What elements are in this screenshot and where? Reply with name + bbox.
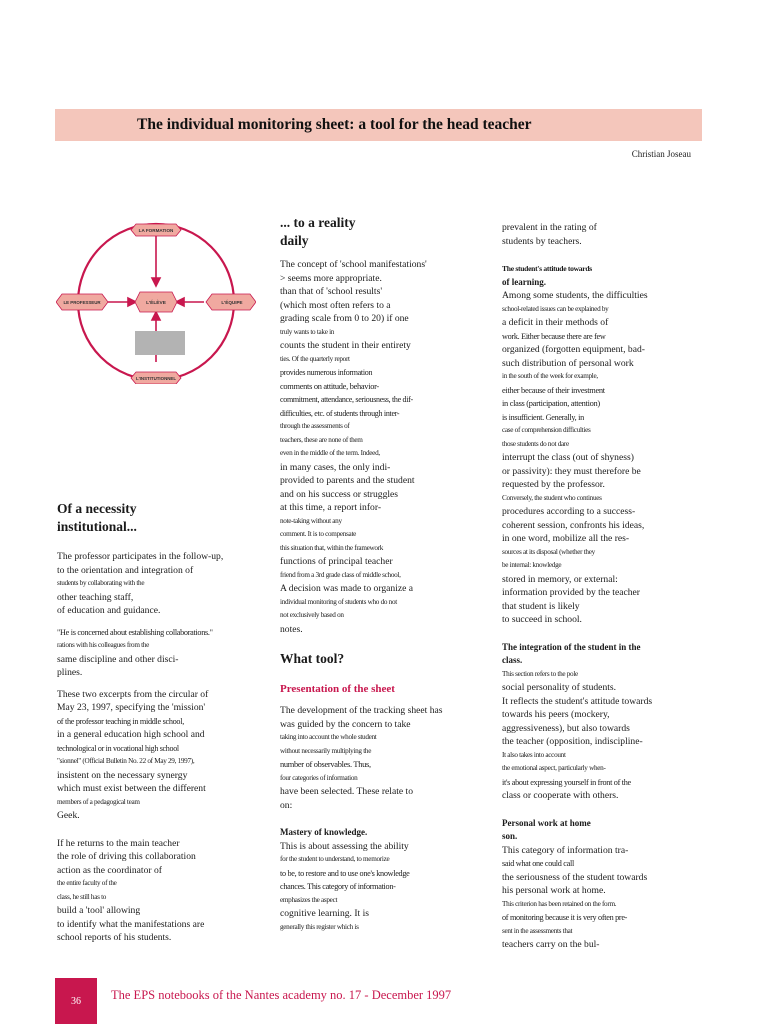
text-line: May 23, 1997, specifying the 'mission' bbox=[57, 702, 206, 713]
text-line: students by teachers. bbox=[502, 235, 582, 247]
text-line: teachers carry on the bul- bbox=[502, 939, 600, 950]
text-line: his personal work at home. bbox=[502, 885, 606, 896]
text-line: either because of their investment bbox=[502, 385, 605, 395]
title-band bbox=[55, 109, 702, 141]
text-line: the entire faculty of the bbox=[57, 879, 117, 887]
text-line: chances. This category of information- bbox=[280, 882, 396, 891]
section-heading-line1: ... to a reality bbox=[280, 215, 356, 230]
text-line: members of a pedagogical team bbox=[57, 797, 140, 806]
text-line: have been selected. These relate to bbox=[280, 786, 414, 797]
text-line: plines. bbox=[57, 667, 83, 678]
text-line: individual monitoring of students who do not bbox=[280, 597, 397, 606]
subheading-line2: of learning. bbox=[502, 276, 546, 287]
paragraph bbox=[502, 844, 692, 952]
text-line: to succeed in school. bbox=[502, 614, 582, 625]
text-line: "He is concerned about establishing collaborations." bbox=[57, 627, 213, 637]
text-line: comments on attitude, behavior- bbox=[280, 381, 379, 391]
subheading-line1: Personal work at home bbox=[502, 817, 591, 828]
text-line: This section refers to the pole bbox=[502, 669, 578, 678]
text-line: be internal: knowledge bbox=[502, 561, 562, 569]
text-line: it's about expressing yourself in front of the bbox=[502, 777, 631, 787]
text-line: organized (forgotten equipment, bad- bbox=[502, 344, 645, 355]
diagram-label-professeur: LE PROFESSEUR bbox=[63, 300, 101, 305]
text-line: even in the middle of the term. Indeed, bbox=[280, 449, 380, 457]
text-line: provided to parents and the student bbox=[280, 475, 415, 486]
paragraph bbox=[57, 837, 245, 945]
text-line: for the student to understand, to memorize bbox=[280, 855, 390, 863]
text-line: Among some students, the difficulties bbox=[502, 290, 648, 301]
text-line: sources at its disposal (whether they bbox=[502, 547, 595, 556]
text-line: Geek. bbox=[57, 810, 80, 821]
text-line: "sionnel" (Official Bulletin No. 22 of May 29, 1997), bbox=[57, 757, 195, 765]
text-line: not exclusively based on bbox=[280, 611, 344, 619]
text-line: (which most often refers to a bbox=[280, 299, 391, 311]
text-line: class or cooperate with others. bbox=[502, 790, 619, 801]
text-line: aggressiveness), but also towards bbox=[502, 722, 630, 734]
paragraph bbox=[280, 258, 462, 636]
text-line: in many cases, the only indi- bbox=[280, 461, 391, 473]
page-title: The individual monitoring sheet: a tool for the head teacher bbox=[137, 116, 532, 133]
text-line: those students do not dare bbox=[502, 439, 569, 448]
text-line: case of comprehension difficulties bbox=[502, 426, 591, 434]
paragraph bbox=[57, 550, 245, 618]
text-line: that student is likely bbox=[502, 600, 580, 612]
text-line: It also takes into account bbox=[502, 750, 566, 759]
paragraph bbox=[280, 840, 462, 935]
text-line: a deficit in their methods of bbox=[502, 317, 609, 328]
text-line: students by collaborating with the bbox=[57, 579, 145, 587]
subheading-integration bbox=[502, 641, 692, 668]
text-line: commitment, attendance, seriousness, the dif- bbox=[280, 395, 413, 404]
author-name: Christian Joseau bbox=[631, 149, 691, 159]
text-line: at this time, a report infor- bbox=[280, 502, 382, 513]
text-line: four categories of information bbox=[280, 773, 358, 782]
page-number: 36 bbox=[55, 978, 97, 1024]
subheading-mastery: Mastery of knowledge. bbox=[280, 827, 368, 837]
subheading-line1: The student's attitude towards bbox=[502, 264, 592, 273]
column-right bbox=[502, 221, 692, 952]
text-line: rations with his colleagues from the bbox=[57, 641, 149, 649]
text-line: school reports of his students. bbox=[57, 932, 172, 943]
text-line: number of observables. Thus, bbox=[280, 760, 371, 769]
text-line: of monitoring because it is very often pre- bbox=[502, 913, 628, 922]
subheading-line1: The integration of the student in the bbox=[502, 641, 641, 652]
text-line: which must exist between the different bbox=[57, 783, 206, 794]
text-line: coherent session, confronts his ideas, bbox=[502, 519, 645, 531]
text-line: or passivity): they must therefore be bbox=[502, 465, 641, 477]
text-line: notes. bbox=[280, 623, 303, 635]
text-line: towards his peers (mockery, bbox=[502, 709, 610, 720]
text-line: The concept of 'school manifestations' bbox=[280, 259, 427, 270]
text-line: than that of 'school results' bbox=[280, 286, 383, 297]
text-line: It reflects the student's attitude towards bbox=[502, 695, 653, 707]
text-line: comment. It is to compensate bbox=[280, 530, 357, 538]
text-line: to be, to restore and to use one's knowledge bbox=[280, 868, 410, 878]
text-line: difficulties, etc. of students through inter- bbox=[280, 408, 400, 418]
text-line: insistent on the necessary synergy bbox=[57, 769, 188, 781]
subheading-line2: class. bbox=[502, 655, 523, 665]
text-line: If he returns to the main teacher bbox=[57, 837, 180, 849]
text-line: the emotional aspect, particularly when- bbox=[502, 764, 606, 772]
text-line: procedures according to a success- bbox=[502, 506, 636, 517]
paragraph bbox=[502, 221, 692, 248]
text-line: this situation that, within the framework bbox=[280, 543, 384, 552]
text-line: This is about assessing the ability bbox=[280, 840, 409, 852]
text-line: functions of principal teacher bbox=[280, 556, 393, 567]
text-line: stored in memory, or external: bbox=[502, 573, 618, 585]
text-line: sent in the assessments that bbox=[502, 926, 573, 935]
text-line: taking into account the whole student bbox=[280, 733, 377, 741]
text-line: Conversely, the student who continues bbox=[502, 493, 602, 502]
diagram-label-formation: LA FORMATION bbox=[138, 228, 174, 233]
text-line: These two excerpts from the circular of bbox=[57, 688, 209, 700]
text-line: The professor participates in the follow-up, bbox=[57, 551, 224, 562]
text-line: generally this register which is bbox=[280, 922, 359, 931]
section-heading-necessity bbox=[57, 500, 245, 536]
text-line: > seems more appropriate. bbox=[280, 272, 382, 284]
paragraph bbox=[57, 626, 245, 680]
text-line: the seriousness of the student towards bbox=[502, 871, 648, 883]
text-line: friend from a 3rd grade class of middle school, bbox=[280, 570, 401, 579]
diagram-label-eleve: L'ÉLÈVE bbox=[146, 301, 166, 306]
text-line: to the orientation and integration of bbox=[57, 564, 194, 576]
text-line: the role of driving this collaboration bbox=[57, 851, 196, 862]
text-line: is insufficient. Generally, in bbox=[502, 412, 584, 422]
text-line: counts the student in their entirety bbox=[280, 340, 411, 351]
subheading-attitude bbox=[502, 262, 692, 289]
monitoring-diagram bbox=[56, 214, 256, 384]
text-line: in class (participation, attention) bbox=[502, 399, 600, 408]
subheading-presentation: Presentation of the sheet bbox=[280, 683, 395, 695]
text-line: of education and guidance. bbox=[57, 605, 161, 616]
diagram-label-equipe: L'ÉQUIPE bbox=[221, 300, 243, 305]
text-line: emphasizes the aspect bbox=[280, 895, 338, 904]
text-line: truly wants to take in bbox=[280, 327, 335, 336]
section-heading-what-tool: What tool? bbox=[280, 651, 345, 666]
column-middle bbox=[280, 214, 462, 934]
text-line: provides numerous information bbox=[280, 368, 373, 377]
section-heading-reality bbox=[280, 214, 462, 250]
subheading-line2: son. bbox=[502, 831, 518, 841]
text-line: grading scale from 0 to 20) if one bbox=[280, 313, 409, 324]
text-line: A decision was made to organize a bbox=[280, 583, 414, 594]
paragraph bbox=[280, 704, 462, 812]
text-line: the teacher (opposition, indiscipline- bbox=[502, 736, 643, 747]
text-line: action as the coordinator of bbox=[57, 864, 162, 876]
text-line: was guided by the concern to take bbox=[280, 718, 411, 730]
text-line: cognitive learning. It is bbox=[280, 908, 369, 919]
text-line: prevalent in the rating of bbox=[502, 222, 597, 233]
text-line: in the south of the week for example, bbox=[502, 372, 598, 380]
text-line: interrupt the class (out of shyness) bbox=[502, 452, 634, 463]
section-heading-line2: institutional... bbox=[57, 519, 137, 534]
diagram-label-institutionnel: L'INSTITUTIONNEL bbox=[135, 376, 177, 381]
text-line: to identify what the manifestations are bbox=[57, 918, 205, 930]
text-line: of the professor teaching in middle school, bbox=[57, 716, 184, 726]
text-line: class, he still has to bbox=[57, 892, 107, 901]
text-line: on: bbox=[280, 799, 293, 811]
text-line: ties. Of the quarterly report bbox=[280, 354, 350, 363]
text-line: without necessarily multiplying the bbox=[280, 746, 372, 755]
text-line: same discipline and other disci- bbox=[57, 653, 179, 665]
section-heading-line2: daily bbox=[280, 233, 309, 248]
text-line: requested by the professor. bbox=[502, 479, 605, 490]
text-line: teachers, these are none of them bbox=[280, 435, 363, 444]
text-line: other teaching staff, bbox=[57, 591, 134, 603]
text-line: said what one could call bbox=[502, 859, 574, 868]
text-line: note-taking without any bbox=[280, 516, 342, 525]
paragraph bbox=[502, 668, 692, 803]
text-line: social personality of students. bbox=[502, 682, 617, 693]
text-line: in one word, mobilize all the res- bbox=[502, 533, 630, 544]
text-line: This criterion has been retained on the form. bbox=[502, 899, 617, 908]
text-line: and on his success or struggles bbox=[280, 488, 399, 500]
text-line: in a general education high school and bbox=[57, 729, 205, 740]
section-heading-line1: Of a necessity bbox=[57, 501, 137, 516]
text-line: work. Either because there are few bbox=[502, 331, 606, 341]
diagram-gray-box bbox=[135, 331, 185, 355]
text-line: The development of the tracking sheet has bbox=[280, 705, 443, 716]
text-line: such distribution of personal work bbox=[502, 357, 634, 369]
footer-publication: The EPS notebooks of the Nantes academy no. 17 - December 1997 bbox=[111, 988, 452, 1002]
text-line: school-related issues can be explained by bbox=[502, 304, 609, 313]
paragraph bbox=[57, 688, 245, 823]
text-line: build a 'tool' allowing bbox=[57, 905, 141, 916]
text-line: This category of information tra- bbox=[502, 844, 629, 856]
text-line: technological or in vocational high school bbox=[57, 743, 179, 753]
column-left bbox=[57, 500, 245, 945]
subheading-personal-work bbox=[502, 817, 692, 844]
paragraph bbox=[502, 289, 692, 627]
text-line: information provided by the teacher bbox=[502, 587, 640, 598]
text-line: through the assessments of bbox=[280, 422, 350, 430]
